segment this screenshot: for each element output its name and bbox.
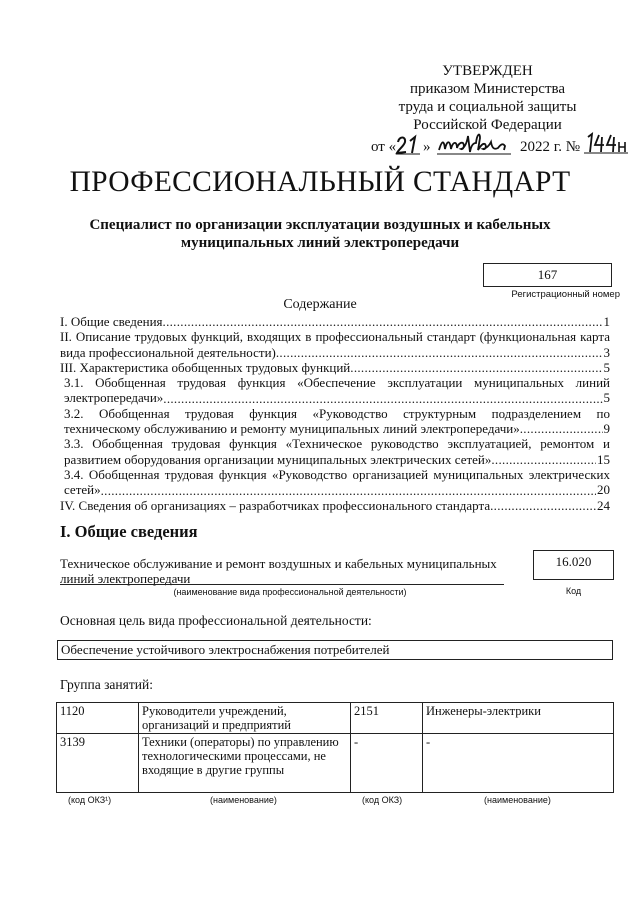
toc-page: 5: [603, 390, 610, 406]
date-prefix: от «: [371, 139, 397, 155]
okz-code-caption: (код ОКЗ¹): [68, 795, 112, 805]
toc-page: 1: [603, 314, 610, 329]
toc-heading: Содержание: [283, 297, 357, 312]
goal-box: Обеспечение устойчивого электроснабжения потребителей: [57, 640, 613, 660]
occupation-group-label: Группа занятий:: [60, 677, 153, 692]
toc-item[interactable]: I. Общие сведения ..... 1: [60, 314, 610, 329]
occupation-table: [56, 702, 614, 793]
registration-number-label: Регистрационный номер: [511, 289, 620, 300]
toc-item[interactable]: II. Описание трудовых функций, входящих в профессиональный стандарт (функциональная карта вида профессиональной деятельности) ..... 3: [60, 329, 610, 360]
activity-name-caption: (наименование вида профессиональной деятельности): [173, 587, 407, 597]
approval-date-line: [355, 136, 620, 158]
handwritten-month: [435, 130, 513, 158]
activity-code-caption: Код: [565, 586, 582, 596]
approval-block: [355, 62, 620, 158]
toc-page: 5: [603, 359, 610, 375]
toc-item[interactable]: 3.3. Обобщенная трудовая функция «Техническое руководство эксплуатацией, ремонтом и развитием оборудования организации муниципальных электрических сетей» ..... 15: [64, 436, 610, 467]
okz-code-cell: -: [351, 734, 423, 793]
okz-code-cell: 1120: [57, 703, 139, 734]
approval-line-4: Российской Федерации: [413, 117, 562, 133]
approval-line-1: УТВЕРЖДЕН: [442, 63, 533, 79]
occupation-name-cell: Руководители учреждений, организаций и предприятий: [139, 703, 351, 734]
toc-item[interactable]: IV. Сведения об организациях – разработчиках профессионального стандарта ..... 24: [60, 498, 610, 513]
occupation-name-cell: -: [423, 734, 614, 793]
date-year: 2022 г. №: [520, 139, 581, 155]
section-heading: I. Общие сведения: [60, 522, 198, 541]
okz-code-cell: 2151: [351, 703, 423, 734]
occupation-name-caption: (наименование): [484, 795, 551, 805]
date-mid: »: [423, 139, 431, 155]
document-title: ПРОФЕССИОНАЛЬНЫЙ СТАНДАРТ: [69, 166, 571, 198]
table-of-contents: [60, 314, 610, 513]
standard-subtitle: Специалист по организации эксплуатации воздушных и кабельных муниципальных линий электропередачи: [89, 217, 551, 251]
activity-name: Техническое обслуживание и ремонт воздушных и кабельных муниципальных линий электропередачи: [60, 556, 497, 586]
toc-page: 20: [597, 482, 610, 498]
table-row: [57, 703, 614, 734]
handwritten-day: [395, 134, 421, 156]
activity-code-box: 16.020: [533, 550, 614, 580]
goal-label: Основная цель вида профессиональной деятельности:: [60, 613, 372, 628]
approval-line-3: труда и социальной защиты: [398, 99, 577, 115]
toc-page: 9: [603, 421, 610, 437]
toc-item[interactable]: III. Характеристика обобщенных трудовых функций ..... 5: [60, 360, 610, 375]
table-row: [57, 734, 614, 793]
okz-code-caption: (код ОКЗ): [362, 795, 403, 805]
occupation-name-caption: (наименование): [210, 795, 277, 805]
approval-line-2: приказом Министерства: [409, 81, 566, 97]
occupation-name-cell: Техники (операторы) по управлению технологическими процессами, не входящие в другие группы: [139, 734, 351, 793]
activity-underline: [60, 584, 504, 585]
toc-item[interactable]: 3.4. Обобщенная трудовая функция «Руководство организацией муниципальных электрических сетей» ..... 20: [64, 467, 610, 498]
okz-code-cell: 3139: [57, 734, 139, 793]
toc-page: 15: [597, 451, 610, 467]
toc-item[interactable]: 3.2. Обобщенная трудовая функция «Руководство структурным подразделением по техническому обслуживанию и ремонту муниципальных линий электропередачи» ..... 9: [64, 406, 610, 437]
occupation-name-cell: Инженеры-электрики: [423, 703, 614, 734]
handwritten-number: [583, 132, 629, 156]
toc-page: 3: [603, 344, 610, 360]
toc-page: 24: [597, 497, 610, 513]
registration-number-box: 167: [483, 263, 612, 287]
toc-item[interactable]: 3.1. Обобщенная трудовая функция «Обеспечение эксплуатации муниципальных линий электропередачи» ..... 5: [64, 375, 610, 406]
